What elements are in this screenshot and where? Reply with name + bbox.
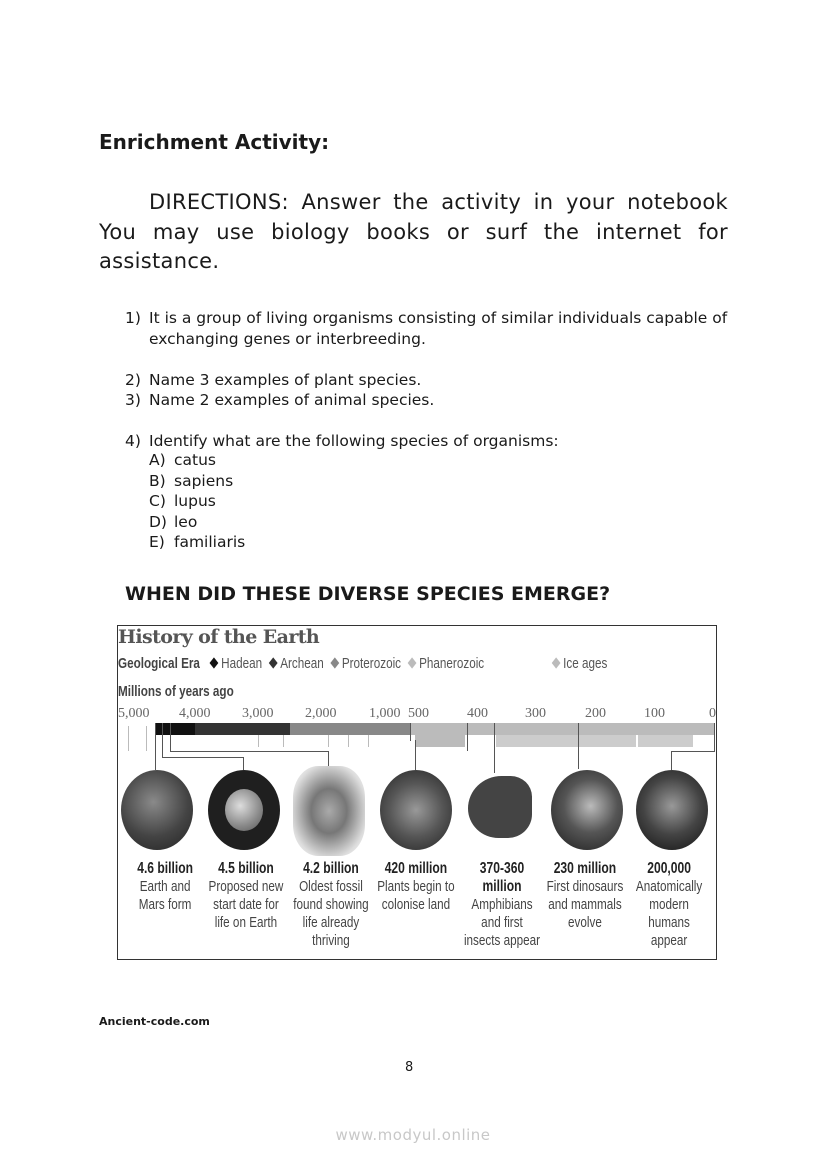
event-desc-line: Mars form [138, 896, 192, 913]
option-b [149, 472, 233, 490]
scale-title: Millions of years ago [118, 683, 234, 700]
ice-age-tick [328, 735, 329, 747]
event-desc-line: Oldest fossil [299, 878, 363, 895]
scale-label: 500 [408, 706, 429, 721]
ice-age-tick [258, 735, 259, 747]
scale-label: 0 [709, 706, 716, 721]
era-label: Phanerozoic [419, 655, 485, 672]
era-label: Hadean [221, 655, 263, 672]
event-caption [290, 860, 372, 950]
ice-age-block [496, 735, 636, 747]
event-desc-line: First dinosaurs [546, 878, 624, 895]
legend-label: Geological Era [118, 655, 200, 672]
diamond-icon [552, 657, 561, 668]
event-value: 420 million [384, 860, 448, 877]
event-desc-line: colonise land [381, 896, 451, 913]
event-desc-line: life already [302, 914, 360, 931]
connector [671, 751, 672, 770]
ice-age-block [415, 735, 465, 747]
option-letter: B) [149, 472, 166, 490]
question-text: Identify what are the following species of organisms: [149, 432, 559, 450]
page-number: 8 [405, 1060, 414, 1075]
option-c [149, 492, 216, 510]
connector [467, 723, 468, 751]
scale-label: 3,000 [242, 706, 274, 721]
scale-label: 200 [585, 706, 606, 721]
scale-label: 100 [644, 706, 665, 721]
connector [170, 751, 328, 752]
connector [671, 751, 715, 752]
connector [494, 723, 495, 751]
question-text: It is a group of living organisms consisting of similar individuals capable of exchanging genes or interbreeding. [149, 309, 728, 348]
ice-age-tick [128, 726, 129, 751]
ice-age-tick [348, 735, 349, 747]
connector [578, 746, 579, 769]
era-label: Proterozoic [341, 655, 402, 672]
event-desc-line: Proposed new [208, 878, 284, 895]
event-desc-line: humans [648, 914, 690, 931]
event-caption [130, 860, 200, 914]
question-number: 2) [125, 371, 141, 389]
amphibian-icon [468, 776, 532, 838]
question-text: Name 2 examples of animal species. [149, 391, 435, 409]
connector [410, 723, 411, 741]
option-letter: D) [149, 513, 167, 531]
earth-icon [208, 770, 280, 850]
legend-ice-ages [553, 655, 607, 672]
question-text: Name 3 examples of plant species. [149, 371, 422, 389]
legend-phanerozoic [409, 655, 484, 672]
scale-label: 1,000 [369, 706, 401, 721]
event-desc-line: insects appear [463, 932, 541, 949]
option-text: lupus [174, 492, 216, 510]
event-value: 200,000 [647, 860, 691, 877]
event-caption [634, 860, 704, 950]
section-heading: Enrichment Activity: [99, 130, 330, 154]
era-legend [118, 655, 489, 672]
directions-text: DIRECTIONS: Answer the activity in your notebook You may use biology books or surf the internet for assistance. [99, 190, 728, 273]
legend-hadean [211, 655, 262, 672]
event-desc-line: Earth and [139, 878, 191, 895]
scale-label: 4,000 [179, 706, 211, 721]
connector [415, 740, 416, 770]
event-desc-line: Anatomically [635, 878, 703, 895]
option-letter: A) [149, 451, 166, 469]
scale-label: 300 [525, 706, 546, 721]
option-e [149, 533, 245, 551]
dinosaur-icon [551, 770, 623, 850]
diamond-icon [408, 657, 417, 668]
connector [578, 723, 579, 746]
ice-ages-label: Ice ages [563, 655, 608, 672]
event-desc-line: life on Earth [214, 914, 278, 931]
event-value-line: 370-360 [479, 860, 525, 877]
ice-age-tick [368, 735, 369, 747]
option-d [149, 513, 197, 531]
event-caption [375, 860, 457, 914]
connector [494, 751, 495, 773]
watermark: www.modyul.online [335, 1126, 491, 1144]
connector [170, 723, 171, 752]
event-caption [463, 860, 541, 950]
ice-age-tick [283, 735, 284, 747]
connector [155, 723, 156, 770]
connector [714, 723, 715, 751]
option-text: familiaris [174, 533, 246, 551]
event-desc-line: appear [650, 932, 688, 949]
human-icon [636, 770, 708, 850]
question-number: 4) [125, 432, 141, 450]
hadean-segment [155, 723, 195, 735]
legend-proterozoic [332, 655, 401, 672]
diamond-icon [210, 657, 219, 668]
fossil-icon [293, 766, 365, 856]
event-desc-line: found showing [293, 896, 369, 913]
event-desc-line: and first [481, 914, 523, 931]
era-label: Archean [280, 655, 324, 672]
scale-label: 2,000 [305, 706, 337, 721]
option-text: catus [174, 451, 216, 469]
species-heading: WHEN DID THESE DIVERSE SPECIES EMERGE? [125, 583, 611, 605]
event-value: 4.6 billion [137, 860, 193, 877]
diamond-icon [269, 657, 278, 668]
ice-age-tick [146, 726, 147, 751]
proterozoic-segment [290, 723, 410, 735]
option-text: leo [174, 513, 198, 531]
scale-label: 400 [467, 706, 488, 721]
event-value: 4.5 billion [218, 860, 274, 877]
ice-age-block [638, 735, 693, 747]
event-caption [205, 860, 287, 932]
connector [243, 757, 244, 770]
event-desc-line: start date for [213, 896, 279, 913]
plants-icon [380, 770, 452, 850]
scale-label: 5,000 [118, 706, 150, 721]
connector [162, 757, 244, 758]
phanerozoic-segment [410, 723, 714, 735]
question-number: 1) [125, 309, 141, 327]
event-value: 4.2 billion [303, 860, 359, 877]
diamond-icon [330, 657, 339, 668]
planet-icon [121, 770, 193, 850]
legend-archean [270, 655, 324, 672]
source-credit: Ancient-code.com [99, 1015, 210, 1028]
event-desc-line: thriving [312, 932, 350, 949]
option-letter: C) [149, 492, 166, 510]
event-caption [544, 860, 626, 932]
event-desc-line: evolve [568, 914, 602, 931]
history-of-earth-figure [117, 625, 717, 960]
event-desc-line: Amphibians [471, 896, 533, 913]
event-desc-line: modern [649, 896, 689, 913]
connector [162, 723, 163, 758]
option-text: sapiens [174, 472, 234, 490]
question-number: 3) [125, 391, 141, 409]
event-desc-line: Plants begin to [377, 878, 455, 895]
archean-segment [195, 723, 290, 735]
option-letter: E) [149, 533, 165, 551]
figure-title: History of the Earth [118, 626, 320, 648]
event-value: 230 million [553, 860, 617, 877]
event-value-line: million [482, 878, 522, 895]
event-desc-line: and mammals [548, 896, 622, 913]
option-a [149, 451, 216, 469]
